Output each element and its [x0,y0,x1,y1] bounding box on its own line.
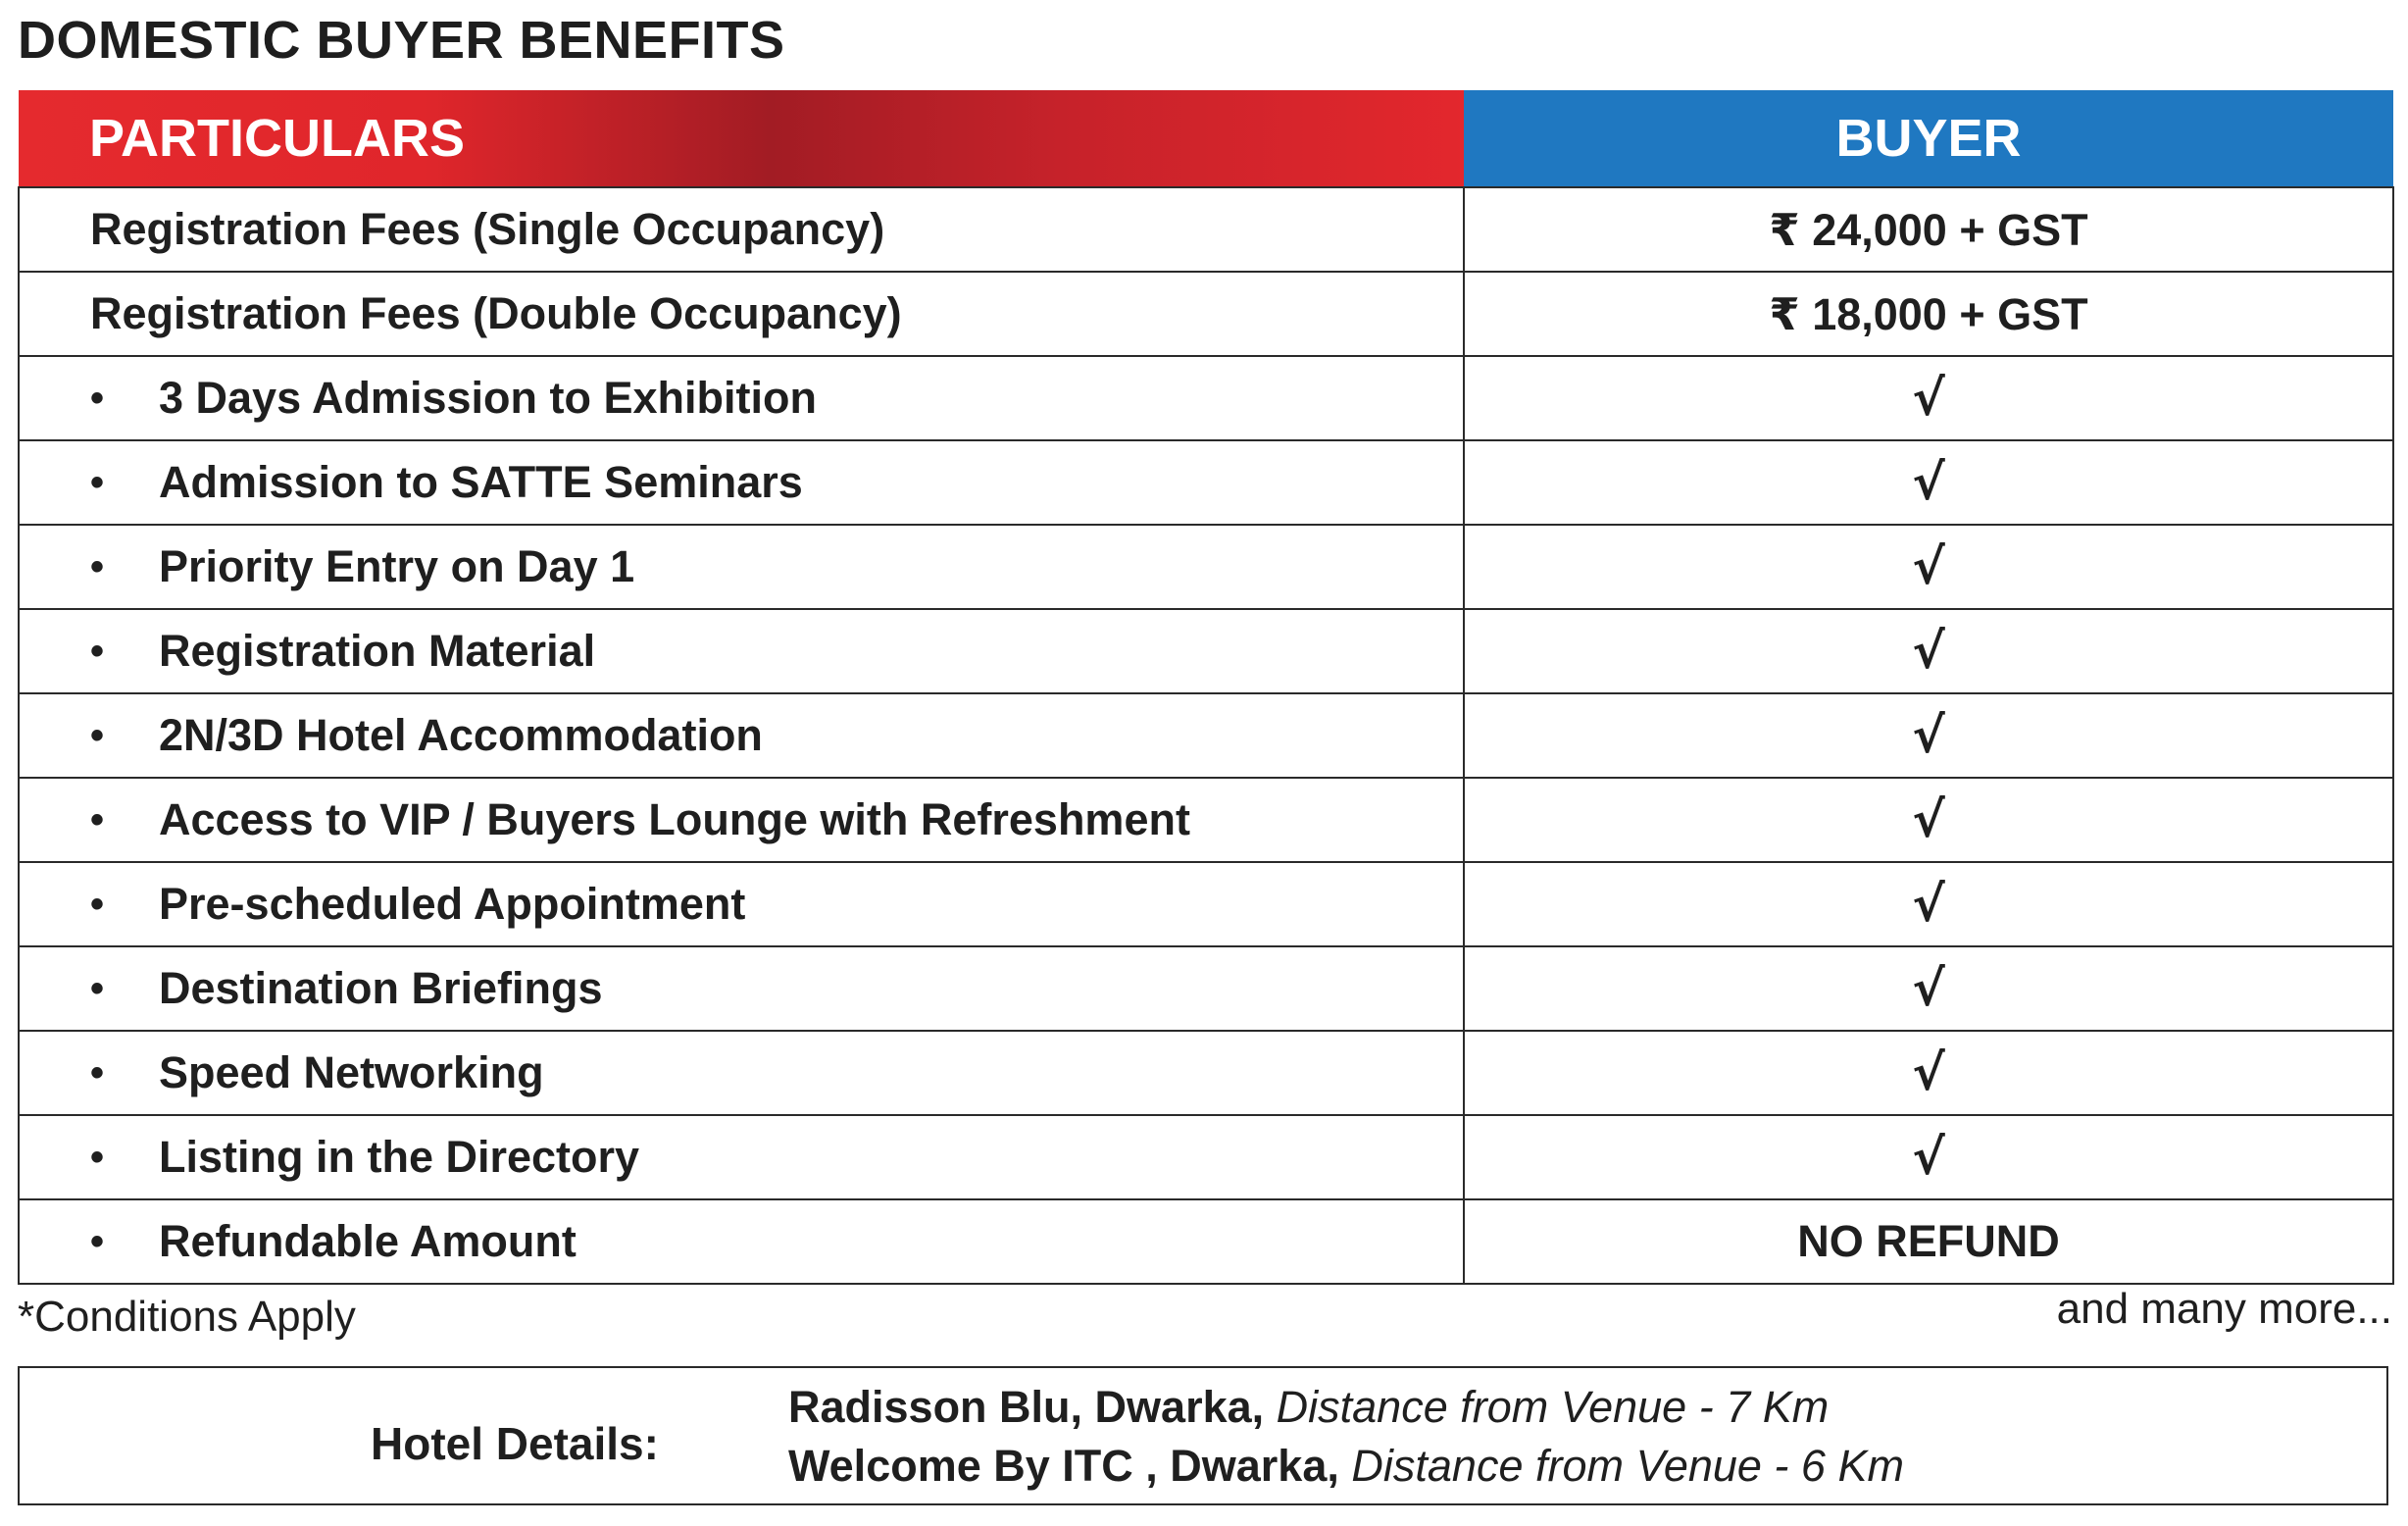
check-icon: √ [1912,454,1945,511]
particular-cell [19,1115,1464,1199]
buyer-value-cell [1464,946,2393,1031]
benefits-table [18,90,2394,1285]
hotel-name: Radisson Blu, Dwarka, [788,1382,1265,1432]
particular-cell [19,862,1464,946]
buyer-value-cell [1464,609,2393,693]
particular-cell [19,1199,1464,1284]
buyer-value-cell [1464,1031,2393,1115]
table-row [19,862,2393,946]
particular-label: Pre-scheduled Appointment [159,879,746,929]
table-row [19,1031,2393,1115]
particular-label: Listing in the Directory [159,1132,640,1182]
check-icon: √ [1912,370,1945,427]
buyer-value-cell [1464,1115,2393,1199]
buyer-value-cell [1464,525,2393,609]
table-row [19,272,2393,356]
buyer-value-cell [1464,693,2393,778]
hotel-distance: Distance from Venue - 7 Km [1276,1382,1830,1432]
check-icon: √ [1912,1044,1945,1101]
bullet-icon: • [90,461,105,504]
bullet-icon: • [90,798,105,841]
particular-cell [19,946,1464,1031]
buyer-value: NO REFUND [1797,1216,2060,1266]
particular-cell [19,778,1464,862]
bullet-icon: • [90,630,105,673]
buyer-value-cell [1464,356,2393,440]
hotel-details-label: Hotel Details: [371,1418,659,1469]
check-icon: √ [1912,876,1945,933]
buyer-value-cell [1464,272,2393,356]
particular-cell [19,609,1464,693]
table-row [19,693,2393,778]
hotel-name: Welcome By ITC , Dwarka, [788,1441,1339,1491]
table-row [19,187,2393,272]
particular-label: Access to VIP / Buyers Lounge with Refreshment [159,794,1190,844]
buyer-value-cell [1464,440,2393,525]
table-row [19,946,2393,1031]
particular-label: Registration Material [159,626,596,676]
particular-label: Admission to SATTE Seminars [159,457,803,507]
table-row [19,440,2393,525]
bullet-icon: • [90,967,105,1010]
particular-cell [19,187,1464,272]
particular-label: Registration Fees (Double Occupancy) [90,288,902,338]
table-row [19,1199,2393,1284]
particular-label: Speed Networking [159,1047,544,1097]
check-icon: √ [1912,707,1945,764]
particular-label: 2N/3D Hotel Accommodation [159,710,763,760]
bullet-icon: • [90,1051,105,1094]
table-row [19,356,2393,440]
table-row [19,609,2393,693]
conditions-footnote: *Conditions Apply [18,1293,356,1341]
buyer-value: ₹ 24,000 + GST [1769,204,2088,255]
particular-cell [19,525,1464,609]
particular-cell [19,356,1464,440]
table-body [19,187,2393,1284]
table-row [19,1115,2393,1199]
particular-label: 3 Days Admission to Exhibition [159,373,817,423]
table-row [19,778,2393,862]
bullet-icon: • [90,714,105,757]
buyer-value: ₹ 18,000 + GST [1769,288,2088,339]
particular-cell [19,1031,1464,1115]
hotel-line [788,1441,1904,1492]
buyer-value-cell [1464,778,2393,862]
header-particulars: PARTICULARS [19,90,1464,187]
particular-cell [19,272,1464,356]
page-title: DOMESTIC BUYER BENEFITS [18,11,785,70]
particular-cell [19,440,1464,525]
bullet-icon: • [90,1220,105,1263]
check-icon: √ [1912,1129,1945,1186]
hotel-line [788,1382,1829,1433]
particular-label: Refundable Amount [159,1216,577,1266]
check-icon: √ [1912,538,1945,595]
check-icon: √ [1912,791,1945,848]
particular-label: Destination Briefings [159,963,603,1013]
buyer-value-cell [1464,1199,2393,1284]
more-note: and many more... [2056,1285,2392,1333]
header-buyer: BUYER [1464,90,2393,187]
particular-label: Priority Entry on Day 1 [159,541,635,591]
check-icon: √ [1912,623,1945,680]
particular-label: Registration Fees (Single Occupancy) [90,204,885,254]
particular-cell [19,693,1464,778]
buyer-value-cell [1464,862,2393,946]
hotel-details-box [18,1366,2388,1505]
check-icon: √ [1912,960,1945,1017]
bullet-icon: • [90,883,105,926]
buyer-value-cell [1464,187,2393,272]
hotel-distance: Distance from Venue - 6 Km [1351,1441,1904,1491]
table-header-row [19,90,2393,187]
bullet-icon: • [90,545,105,588]
table-row [19,525,2393,609]
bullet-icon: • [90,377,105,420]
bullet-icon: • [90,1136,105,1179]
